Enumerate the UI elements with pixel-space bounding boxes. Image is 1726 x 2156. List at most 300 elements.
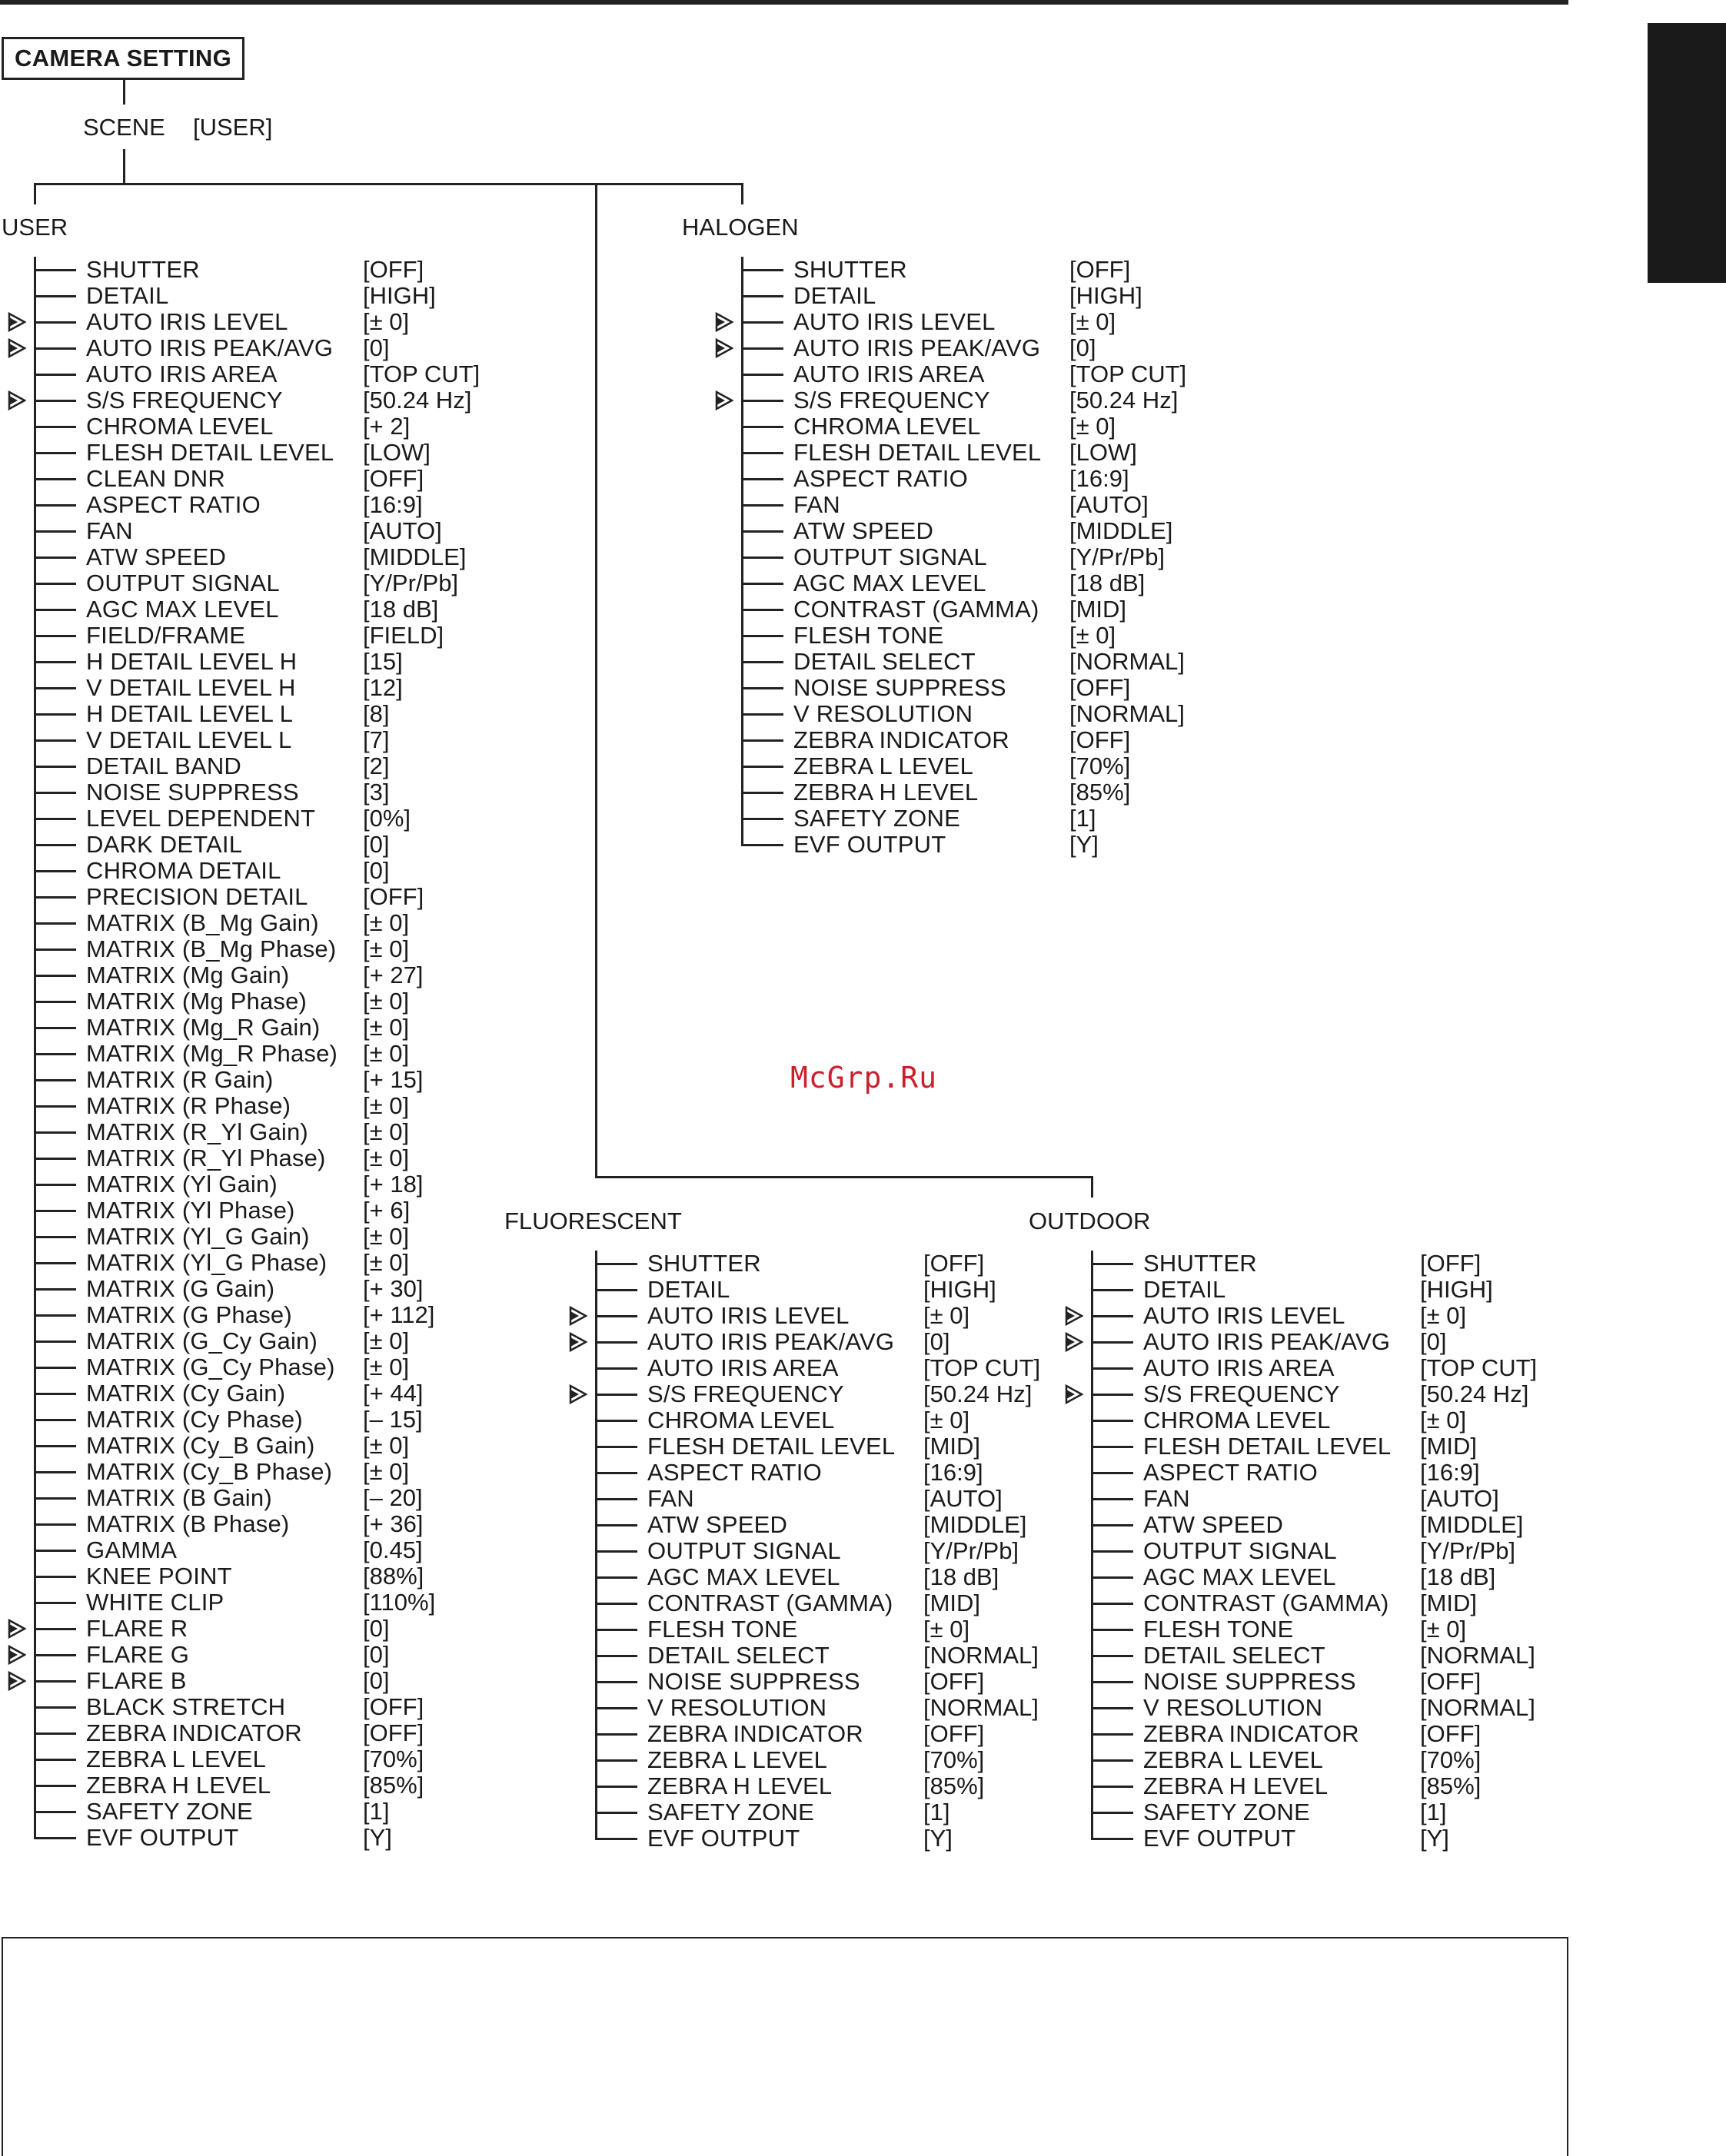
setting-row [1091,1460,1629,1486]
tree-branch-line [741,739,783,742]
tree-branch-line [34,1288,76,1291]
setting-name: AUTO IRIS PEAK/AVG [86,334,334,361]
setting-row [34,701,572,727]
setting-name: SAFETY ZONE [1143,1799,1310,1825]
setting-row [595,1643,1133,1669]
setting-value: [MIDDLE] [1069,517,1173,544]
setting-row [595,1460,1133,1486]
setting-name: ASPECT RATIO [793,465,968,492]
tree-branch-line [1091,1524,1133,1526]
outdoor-branch-drop [1091,1176,1093,1198]
tree-branch-line [595,1367,637,1370]
setting-row [34,1694,572,1720]
tree-branch-line [1091,1759,1133,1762]
setting-value: [NORMAL] [923,1642,1039,1669]
tree-branch-line [1091,1681,1133,1683]
setting-row [34,910,572,936]
setting-row [34,1642,572,1668]
setting-name: FLESH TONE [1143,1616,1294,1643]
setting-row [34,518,572,544]
setting-row [34,936,572,962]
tree-branch-line [34,1680,76,1683]
setting-row [1091,1251,1629,1277]
setting-name: NOISE SUPPRESS [1143,1668,1356,1695]
setting-row [1091,1590,1629,1616]
setting-row [34,884,572,910]
setting-value: [AUTO] [1420,1485,1499,1512]
tree-branch-line [741,661,783,663]
setting-name: AGC MAX LEVEL [1143,1563,1336,1590]
tree-branch-line [34,1811,76,1813]
setting-value: [NORMAL] [923,1694,1039,1721]
setting-value: [50.24 Hz] [363,387,472,414]
setting-name: CONTRAST (GAMMA) [647,1590,893,1616]
setting-value: [Y] [1069,831,1099,858]
tree-branch-line [595,1838,637,1840]
setting-row [34,1511,572,1537]
tree-branch-line [34,1523,76,1526]
triangle-marker-icon [715,338,733,358]
setting-value: [± 0] [363,935,410,962]
setting-name: MATRIX (Cy_B Gain) [86,1432,315,1459]
tree-branch-line [595,1681,637,1683]
tree-branch-line [34,948,76,951]
tree-branch-line [34,687,76,689]
tree-branch-line [741,347,783,350]
tree-branch-line [34,1340,76,1343]
tree-branch-line [741,269,783,271]
setting-value: [85%] [363,1772,424,1799]
tree-branch-line [34,818,76,820]
triangle-marker-icon [8,312,26,332]
tree-branch-line [34,1628,76,1630]
setting-value: [Y] [363,1824,392,1851]
setting-row [595,1590,1133,1616]
setting-name: ASPECT RATIO [1143,1459,1318,1486]
setting-value: [HIGH] [1420,1276,1493,1303]
setting-value: [OFF] [923,1668,985,1695]
setting-name: FLARE G [86,1641,190,1668]
setting-name: MATRIX (Cy Gain) [86,1380,286,1407]
setting-value: [18 dB] [923,1563,999,1590]
tree-branch-line [34,321,76,324]
setting-value: [± 0] [363,1249,410,1276]
tree-branch-line [34,922,76,925]
tree-branch-line [595,1812,637,1814]
setting-name: MATRIX (Yl Gain) [86,1171,278,1198]
tree-branch-line [34,1105,76,1108]
setting-name: FAN [647,1485,694,1512]
setting-value: [± 0] [1069,308,1116,335]
setting-row [595,1277,1133,1303]
setting-value: [50.24 Hz] [923,1380,1033,1407]
setting-row [741,361,1279,387]
setting-name: ASPECT RATIO [86,491,261,518]
setting-row [1091,1773,1629,1799]
setting-value: [MID] [1420,1433,1478,1460]
setting-name: ZEBRA INDICATOR [793,726,1009,753]
setting-name: H DETAIL LEVEL H [86,648,298,675]
tree-branch-line [595,1733,637,1736]
setting-value: [50.24 Hz] [1069,387,1179,414]
setting-row [34,387,572,414]
branch-bar-lower [595,1176,1093,1178]
setting-value: [± 0] [363,1144,410,1171]
title-connector [123,80,125,105]
setting-row [1091,1512,1629,1538]
setting-value: [± 0] [363,1040,410,1067]
setting-value: [+ 112] [363,1301,435,1328]
tree-branch-line [1091,1786,1133,1788]
setting-row [595,1669,1133,1695]
setting-row [741,623,1279,649]
tree-branch-line [1091,1394,1133,1396]
halogen-branch-drop [741,183,743,204]
setting-row [34,414,572,440]
setting-row [34,570,572,596]
setting-value: [MID] [923,1433,981,1460]
setting-value: [– 20] [363,1484,423,1511]
tree-branch-line [741,792,783,794]
setting-name: MATRIX (R_Yl Phase) [86,1144,326,1171]
tree-branch-line [741,766,783,768]
tree-branch-line [741,295,783,297]
tree-branch-line [34,1445,76,1447]
notes-box [2,1937,1568,2156]
setting-row [34,596,572,623]
triangle-marker-icon [8,390,26,410]
setting-name: NOISE SUPPRESS [793,674,1006,701]
setting-name: ZEBRA L LEVEL [793,752,974,779]
setting-row [34,440,572,466]
setting-name: FLESH TONE [647,1616,798,1643]
tree-branch-line [595,1550,637,1553]
setting-row [595,1329,1133,1355]
tree-branch-line [34,452,76,454]
setting-value: [1] [1420,1799,1447,1825]
setting-name: WHITE CLIP [86,1589,224,1616]
setting-value: [NORMAL] [1069,648,1185,675]
setting-value: [OFF] [1420,1720,1482,1747]
setting-value: [18 dB] [1069,570,1146,596]
setting-value: [MIDDLE] [923,1511,1027,1538]
setting-name: SHUTTER [647,1250,761,1277]
tree-branch-line [34,1837,76,1839]
setting-row [34,361,572,387]
setting-value: [± 0] [363,1458,410,1485]
triangle-marker-icon [8,338,26,358]
setting-row [34,806,572,832]
setting-row [34,1250,572,1276]
setting-value: [Y/Pr/Pb] [363,570,459,596]
setting-name: CONTRAST (GAMMA) [793,596,1039,623]
setting-name: FIELD/FRAME [86,622,246,649]
setting-row [1091,1564,1629,1590]
setting-value: [± 0] [363,988,410,1015]
setting-row [34,1328,572,1354]
setting-value: [+ 6] [363,1197,411,1224]
setting-value: [110%] [363,1589,436,1616]
setting-row [595,1695,1133,1721]
setting-row [595,1721,1133,1747]
tree-branch-line [595,1420,637,1422]
setting-row [34,1407,572,1433]
setting-value: [± 0] [363,1092,410,1119]
setting-value: [OFF] [1069,726,1131,753]
setting-value: [0] [923,1328,950,1355]
setting-name: EVF OUTPUT [1143,1825,1296,1852]
setting-value: [70%] [1069,752,1131,779]
tree-branch-line [34,1706,76,1709]
tree-branch-line [34,478,76,480]
side-tab-marker [1648,23,1726,283]
setting-value: [18 dB] [363,596,439,623]
user-branch-drop [34,183,36,204]
setting-row [34,1380,572,1407]
setting-value: [0] [1069,334,1096,361]
setting-name: S/S FREQUENCY [86,387,283,414]
setting-name: S/S FREQUENCY [1143,1380,1340,1407]
setting-name: CHROMA DETAIL [86,857,281,884]
setting-name: ZEBRA L LEVEL [86,1746,267,1772]
tree-branch-line [741,713,783,716]
setting-value: [50.24 Hz] [1420,1380,1529,1407]
tree-branch-line [595,1524,637,1526]
setting-row [741,466,1279,492]
setting-name: MATRIX (B_Mg Gain) [86,909,319,936]
setting-name: ATW SPEED [793,517,934,544]
tree-branch-line [595,1394,637,1396]
tree-branch-line [34,766,76,768]
tree-branch-line [1091,1838,1133,1840]
setting-row [34,1302,572,1328]
tree-branch-line [34,739,76,742]
tree-branch-line [34,844,76,846]
setting-value: [± 0] [363,1223,410,1250]
tree-branch-line [34,1576,76,1578]
setting-row [34,1668,572,1694]
setting-value: [OFF] [1069,256,1131,283]
setting-name: OUTPUT SIGNAL [647,1537,841,1564]
tree-branch-line [595,1629,637,1631]
setting-row [34,753,572,779]
setting-row [34,1563,572,1590]
setting-row [34,1459,572,1485]
tree-branch-line [34,583,76,585]
setting-row [595,1773,1133,1799]
tree-branch-line [34,1471,76,1473]
setting-name: FAN [86,517,133,544]
setting-value: [18 dB] [1420,1563,1496,1590]
setting-name: OUTPUT SIGNAL [1143,1537,1337,1564]
setting-name: DETAIL SELECT [1143,1642,1325,1669]
tree-branch-line [741,583,783,585]
setting-row [1091,1355,1629,1381]
setting-name: FLESH DETAIL LEVEL [86,439,334,466]
setting-name: EVF OUTPUT [647,1825,800,1852]
tree-branch-line [34,1785,76,1787]
setting-row [1091,1486,1629,1512]
setting-value: [± 0] [923,1302,970,1329]
setting-name: ZEBRA INDICATOR [647,1720,863,1747]
setting-row [34,988,572,1015]
setting-value: [16:9] [363,491,423,518]
setting-row [34,832,572,858]
tree-branch-line [34,1314,76,1317]
setting-name: FLARE R [86,1615,188,1642]
tree-branch-line [34,1732,76,1735]
setting-row [1091,1669,1629,1695]
tree-branch-line [741,687,783,689]
setting-value: [16:9] [923,1459,983,1486]
setting-name: S/S FREQUENCY [793,387,990,414]
setting-name: MATRIX (Yl Phase) [86,1197,295,1224]
setting-row [741,257,1279,283]
setting-row [34,1772,572,1799]
setting-name: SAFETY ZONE [793,805,960,832]
tree-branch-line [741,321,783,324]
setting-value: [+ 2] [363,413,411,440]
setting-value: [TOP CUT] [923,1354,1041,1381]
setting-row [741,492,1279,518]
tree-branch-line [34,870,76,872]
setting-name: CHROMA LEVEL [793,413,981,440]
setting-value: [NORMAL] [1069,700,1185,727]
setting-value: [+ 36] [363,1510,424,1537]
setting-name: MATRIX (G_Cy Gain) [86,1327,318,1354]
setting-name: ZEBRA H LEVEL [793,779,979,806]
tree-branch-line [1091,1812,1133,1814]
setting-row [741,701,1279,727]
setting-row [595,1825,1133,1852]
setting-row [34,1825,572,1851]
setting-value: [8] [363,700,390,727]
page-title: CAMERA SETTING [2,37,244,80]
setting-value: [NORMAL] [1420,1694,1535,1721]
setting-row [1091,1303,1629,1329]
tree-branch-line [595,1707,637,1709]
setting-row [34,1171,572,1198]
tree-branch-line [34,504,76,507]
tree-branch-line [34,1367,76,1369]
setting-name: AUTO IRIS PEAK/AVG [1143,1328,1391,1355]
setting-row [741,727,1279,753]
setting-row [34,1537,572,1563]
setting-value: [AUTO] [1069,491,1149,518]
setting-name: AGC MAX LEVEL [86,596,279,623]
setting-row [34,1093,572,1119]
setting-name: ZEBRA INDICATOR [86,1719,302,1746]
setting-name: FLESH TONE [793,622,944,649]
setting-row [34,858,572,884]
triangle-marker-icon [8,1645,26,1665]
setting-name: ZEBRA L LEVEL [647,1746,828,1773]
tree-branch-line [595,1576,637,1579]
setting-name: MATRIX (Cy Phase) [86,1406,303,1433]
setting-name: DETAIL [793,282,876,309]
setting-row [34,1198,572,1224]
setting-value: [± 0] [1069,622,1116,649]
setting-row [1091,1433,1629,1460]
tree-branch-line [741,374,783,376]
tree-branch-line [34,374,76,376]
setting-name: FAN [793,491,840,518]
setting-name: S/S FREQUENCY [647,1380,844,1407]
setting-value: [Y] [923,1825,953,1852]
tree-branch-line [34,896,76,899]
setting-value: [0] [363,1641,390,1668]
setting-value: [OFF] [363,256,424,283]
setting-row [34,1041,572,1067]
tree-branch-line [741,452,783,454]
tree-branch-line [1091,1707,1133,1709]
tree-branch-line [34,556,76,559]
setting-row [595,1538,1133,1564]
setting-value: [MID] [1069,596,1127,623]
setting-row [34,1354,572,1380]
setting-row [595,1747,1133,1773]
setting-row [595,1407,1133,1433]
setting-name: V RESOLUTION [1143,1694,1323,1721]
tree-branch-line [34,792,76,794]
tree-branch-line [595,1655,637,1657]
watermark: McGrp.Ru [790,1061,938,1095]
setting-value: [70%] [1420,1746,1482,1773]
setting-value: [+ 30] [363,1275,424,1302]
setting-value: [AUTO] [363,517,442,544]
setting-row [1091,1538,1629,1564]
setting-value: [12] [363,674,403,701]
setting-name: AUTO IRIS LEVEL [1143,1302,1345,1329]
setting-name: MATRIX (Cy_B Phase) [86,1458,333,1485]
triangle-marker-icon [569,1306,587,1326]
setting-name: CHROMA LEVEL [86,413,274,440]
setting-value: [0] [363,831,390,858]
setting-name: CHROMA LEVEL [647,1407,835,1433]
setting-name: AUTO IRIS AREA [86,360,278,387]
setting-value: [± 0] [363,1118,410,1145]
setting-row [1091,1799,1629,1825]
setting-row [1091,1643,1629,1669]
branch-label-halogen: HALOGEN [682,214,799,241]
setting-name: MATRIX (R Gain) [86,1066,274,1093]
setting-row [34,1276,572,1302]
setting-row [34,335,572,361]
setting-name: V DETAIL LEVEL L [86,726,292,753]
main-trunk [595,183,597,1176]
setting-name: MATRIX (B_Mg Phase) [86,935,337,962]
setting-row [34,1485,572,1511]
tree-branch-line [34,530,76,533]
tree-branch-line [34,295,76,297]
tree-branch-line [1091,1367,1133,1370]
setting-name: OUTPUT SIGNAL [86,570,280,596]
setting-value: [NORMAL] [1420,1642,1535,1669]
triangle-marker-icon [1065,1332,1083,1352]
setting-name: ASPECT RATIO [647,1459,822,1486]
setting-row [595,1512,1133,1538]
scene-value: [USER] [193,114,273,141]
setting-value: [± 0] [363,909,410,936]
tree-branch-line [595,1786,637,1788]
setting-name: ZEBRA H LEVEL [1143,1772,1329,1799]
setting-value: [1] [1069,805,1096,832]
setting-name: PRECISION DETAIL [86,883,308,910]
setting-row [34,1433,572,1459]
setting-name: SAFETY ZONE [86,1798,253,1825]
setting-row [741,414,1279,440]
setting-value: [85%] [1420,1772,1482,1799]
